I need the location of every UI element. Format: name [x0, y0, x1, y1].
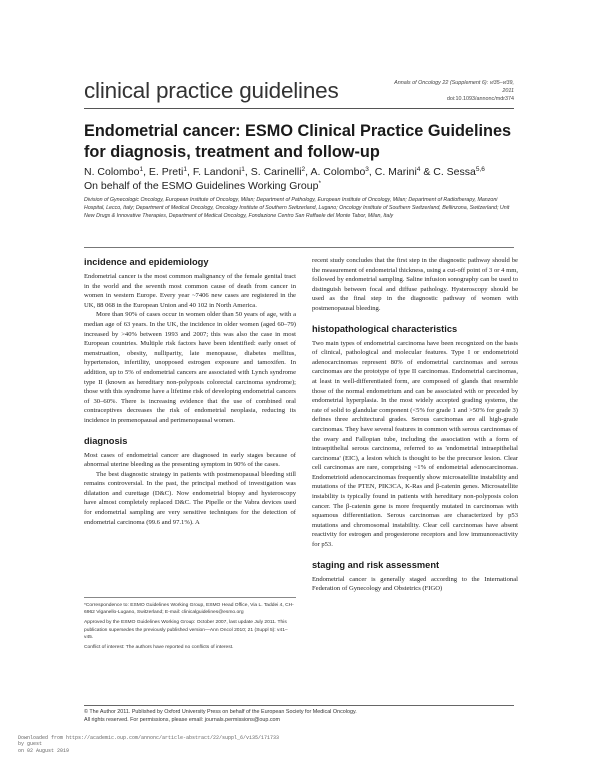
- journal-citation: [384, 80, 514, 103]
- copyright-line: © The Author 2011. Published by Oxford University Press on behalf of the European Society for Medical Oncology.: [84, 709, 357, 715]
- paragraph: Most cases of endometrial cancer are diagnosed in early stages because of abnormal uterine bleeding as the presenting symptom in 90% of the cases.: [84, 451, 296, 469]
- author-name[interactable]: C. Marini: [374, 166, 417, 178]
- paragraph: recent study concludes that the first step in the diagnostic pathway should be the measurement of endometrial thickness, using a cut-off point of 3 or 4 mm, followed by endometrial sampling. Saline infusion sonography can be used to distinguish between focal and diffuse pathology. Hysteroscopy should be used as the final step in the diagnostic pathway of women with postmenopausal bleeding.: [312, 257, 518, 312]
- author-name[interactable]: C. Sessa: [433, 166, 476, 178]
- author-separator: ,: [368, 166, 375, 178]
- download-url-line[interactable]: Downloaded from https://academic.oup.com/annonc/article-abstract/22/suppl_6/vi35/171733: [18, 735, 280, 741]
- author-name[interactable]: E. Preti: [148, 166, 184, 178]
- paragraph: Two main types of endometrial carcinoma have been recognized on the basis of clinical, pathological and molecular features. Type I or endometrioid adenocarcinomas represent 80% of endometrial carcinomas and serous carcinomas are the prototype of type II carcinomas. Endometrial carcinomas, at least in well-differentiated form, are composed of glands that resemble those of the normal endometrium and can be associated with or preceded by endometrial hyperplasia. In the most widely accepted grading systems, the rate of solid to glandular component (<5% for grade 1 and >50% for grade 3) defines three architectural grades. Serous carcinomas are all high-grade carcinomas. They have several features in common with serous carcinomas of the ovary and Fallopian tube, including the association with a form of intraepithelial serous carcinoma, referred to as 'endometrial intraepithelial carcinoma' (EIC), a lesion which is thought to be the precursor lesion. Clear cell carcinomas are rare, comprising ~1% of endometrial adenocarcinomas. Endometrioid adenocarcinomas frequently show microsatellite instability and mutations of the PTEN, PIK3CA, K-Ras and β-catenin genes. Microsatellite instability is typically found in patients with hereditary non-polyposis colon cancer. The β-catenin gene is more frequently mutated in carcinomas with squamous differentiation. Serous carcinomas are characterized by p53 mutations and chromosomal instability. Clear cell carcinomas have absent reactivity for estrogen and progesterone receptors and low immunoreactivity for p53.: [312, 339, 518, 549]
- author-separator: ,: [244, 166, 251, 178]
- copyright-notice: [84, 709, 514, 724]
- permissions-line: All rights reserved. For permissions, please email: journals.permissions@oup.com: [84, 716, 281, 723]
- author-affil-mark: 5,6: [475, 166, 485, 173]
- author-block: [84, 166, 524, 193]
- left-column: [84, 256, 296, 527]
- download-stamp: [18, 735, 318, 754]
- footnotes: [84, 602, 296, 654]
- author-name[interactable]: A. Colombo: [310, 166, 366, 178]
- author-name[interactable]: N. Colombo: [84, 166, 140, 178]
- author-separator: &: [420, 166, 434, 178]
- paragraph: The best diagnostic strategy in patients with postmenopausal bleeding still remains controversial. In the past, the principal method of investigation was dilatation and curettage (D&C). Now endometrial biopsy and hysteroscopy have almost completely replaced D&C. The Pipelle or the Vabra devices used for endometrial sampling are very sensitive techniques for the detection of endometrial carcinoma (99.6 and 97.1%). A: [84, 470, 296, 526]
- conflict-note: Conflict of interest: The authors have reported no conflicts of interest.: [84, 645, 234, 651]
- right-column: [312, 256, 518, 594]
- footnote-divider: [84, 597, 296, 598]
- section-heading-staging: staging and risk assessment: [312, 559, 440, 570]
- paragraph: More than 90% of cases occur in women older than 50 years of age, with a median age of 63 years. In the UK, the incidence in older women (aged 60–79) increased by >40% between 1993 and 2007; this was also the case in most European countries. Multiple risk factors have been identified: early onset of menstruation, obesity, nulliparity, late menopause, diabetes mellitus, hypertension, infertility, unopposed estrogen exposure and tamoxifen. In addition, up to 5% of endometrial cancers are associated with Lynch syndrome type II (known as hereditary non-polyposis colorectal carcinoma syndrome); those with this syndrome have a lifetime risk of developing endometrial cancers of 30–60%. There is increasing evidence that the use of combined oral contraceptives decreases the risk of endometrial neoplasia, reducing its incidence in premenopausal and perimenopausal women.: [84, 311, 296, 424]
- paragraph: Endometrial cancer is the most common malignancy of the female genital tract in the world and the seventh most common cause of death from cancer in women in western Europe. Every year ~7406 new cases are registered in the UK, 88 068 in the European Union and 40 102 in North America.: [84, 273, 296, 309]
- doi-line[interactable]: doi:10.1093/annonc/mdr374: [446, 95, 514, 102]
- paragraph: Endometrial cancer is generally staged according to the International Federation of Gynecology and Obstetrics (FIGO): [312, 575, 518, 593]
- correspondence-note: *Correspondence to: ESMO Guidelines Working Group, ESMO Head Office, Via L. Taddei 4, CH-6962 Viganello-Lugano, Switzerland; E-mail: clinicalguidelines@esmo.org: [84, 603, 294, 616]
- header-divider: [84, 108, 514, 109]
- author-affil-mark: 1: [241, 166, 245, 173]
- author-affil-mark: 4: [416, 166, 421, 173]
- author-name[interactable]: F. Landoni: [192, 166, 242, 178]
- author-affil-mark: 1: [183, 166, 187, 173]
- journal-line: Annals of Oncology 22 (Supplement 6): vi35–vi39, 2011: [394, 80, 514, 94]
- download-date-line: on 02 August 2019: [18, 747, 70, 754]
- on-behalf-text: On behalf of the ESMO Guidelines Working Group: [84, 179, 319, 192]
- section-heading-diagnosis: diagnosis: [84, 435, 128, 446]
- author-list: [84, 166, 524, 180]
- article-title: Endometrial cancer: ESMO Clinical Practice Guidelines for diagnosis, treatment and follow-up: [84, 122, 512, 161]
- section-label: clinical practice guidelines: [84, 78, 339, 103]
- author-affil-mark: 2: [301, 166, 306, 173]
- author-separator: ,: [143, 166, 149, 178]
- section-heading-histopathology: histopathological characteristics: [312, 323, 458, 334]
- footer-divider: [84, 705, 514, 706]
- download-user-line: by guest: [18, 741, 43, 748]
- author-name[interactable]: S. Carinelli: [250, 166, 302, 178]
- author-affil-mark: 1: [139, 166, 144, 173]
- author-separator: ,: [305, 166, 311, 178]
- author-affil-mark: 3: [365, 166, 369, 173]
- affiliation-divider: [84, 247, 514, 248]
- author-separator: ,: [186, 166, 193, 178]
- on-behalf-line: [84, 180, 524, 194]
- affiliations: Division of Gynecologic Oncology, European Institute of Oncology, Milan; Department of Pathology, European Institute of Oncology, Milan; Department of Radiotherapy, Manzoni Hospital, Lecco, Italy; Department of Medical Oncology, Oncology Institute of Southern Switzerland, Lugano; Oncology Institute of Southern Switzerland, Bellinzona, Switzerland; Unit New Drugs & Innovative Therapies, Department of Medical Oncology, Fondazione Centro San Raffaele del Monte Tabor, Milan, Italy: [84, 197, 510, 220]
- approval-note: Approved by the ESMO Guidelines Working Group: October 2007, last update July 2011. This publication supersedes the previously published version—Ann Oncol 2010; 21 (Suppl 5): v41–v45.: [84, 620, 288, 640]
- correspondence-mark: *: [318, 179, 321, 187]
- section-heading-incidence: incidence and epidemiology: [84, 257, 209, 267]
